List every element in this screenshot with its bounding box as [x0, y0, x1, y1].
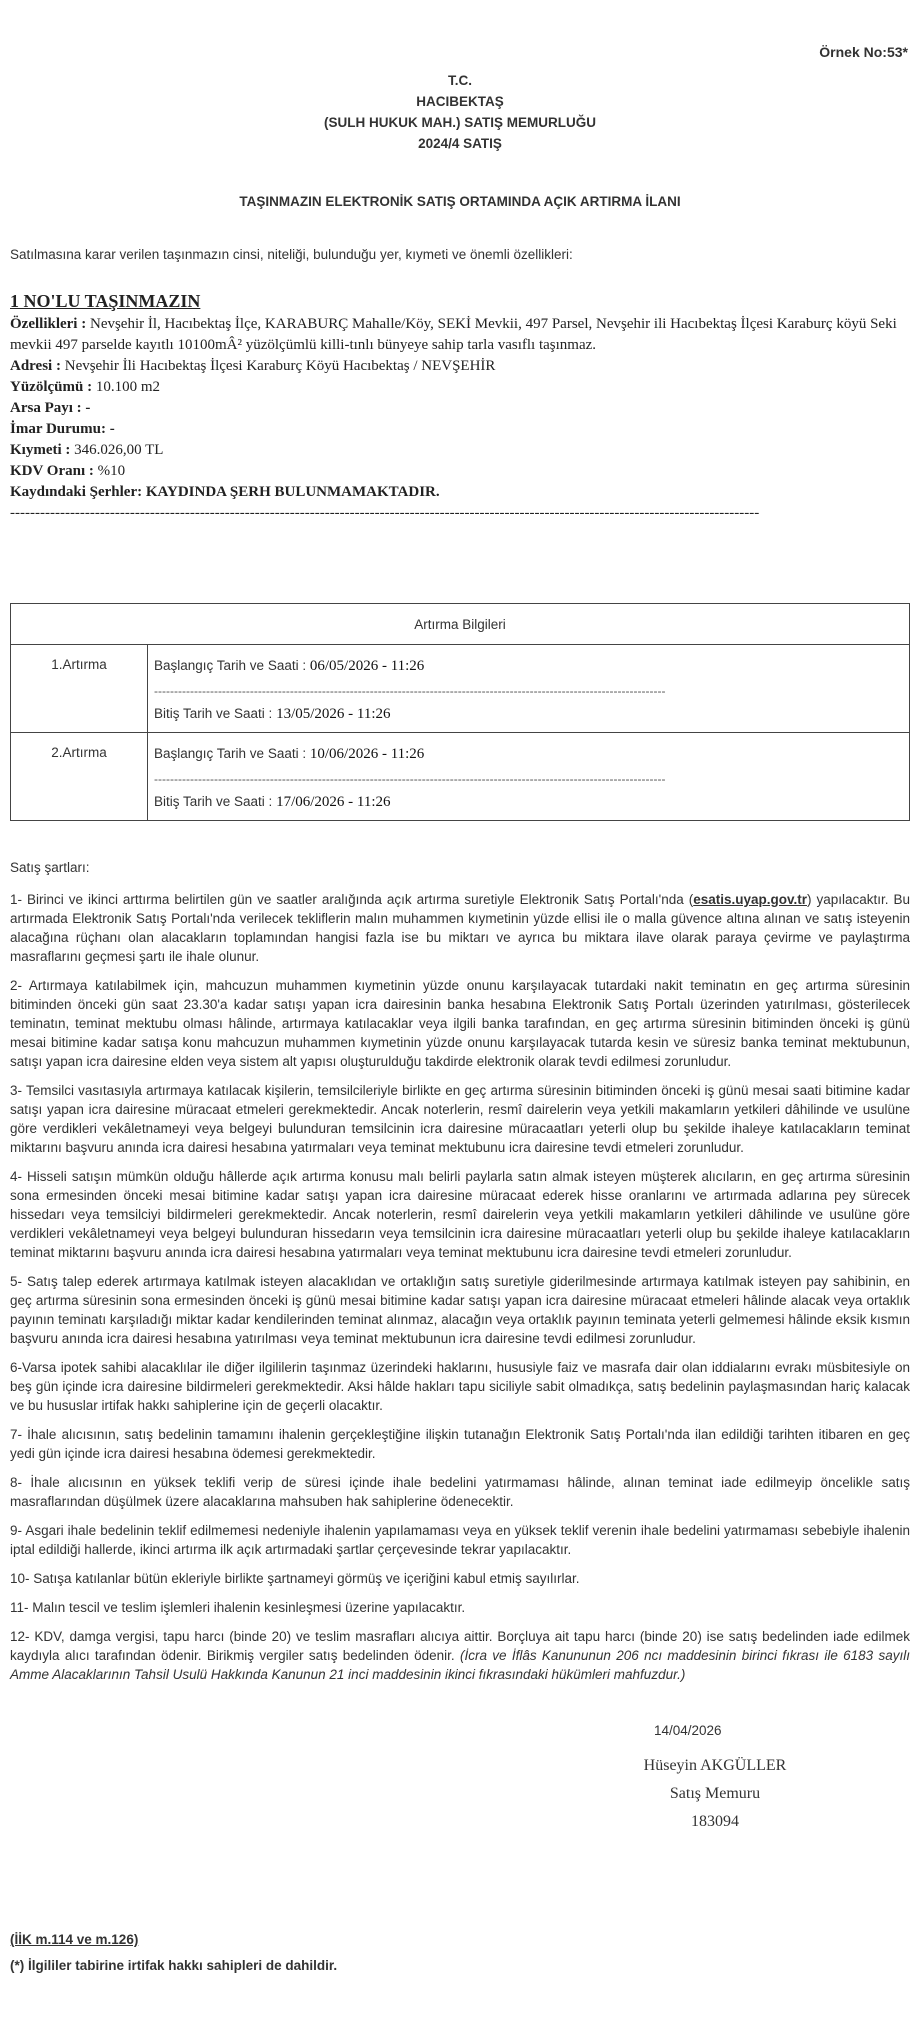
start-datetime: 10/06/2026 - 11:26 [309, 746, 425, 762]
start-date-line [154, 742, 903, 766]
table-row [11, 645, 910, 733]
auction-round-dates [148, 733, 910, 821]
condition-1-text-a: 1- Birinci ve ikinci arttırma belirtilen gün ve saatler aralığında açık artırma suretiyle Elektronik Satış Portalı'nda ( [10, 892, 694, 907]
land-share-label: Arsa Payı : [10, 400, 82, 416]
condition-5: 5- Satış talep ederek artırmaya katılmak isteyen alacaklıdan ve ortaklığın satış suretiyle giderilmesinde artırmaya katılmak isteyen pay sahibinin, en geç artırma süresinin sona ermesinden önceki iş günü mesai bitimine kadar satışı yapan icra dairesine müracaat etmeleri hâlinde alacak veya ortaklık payının teminatı karşıladığı miktar kadar kendilerinden teminat alınmaz, alacağın veya ortaklık payının teminata yeterli gelmemesi hâlinde eksik kısmın başvuru anında icra dairesi hesabına yatırılması veya teminat mektubunun icra dairesine tevdi edilmesi zorunludur. [10, 1274, 910, 1346]
start-label: Başlangıç Tarih ve Saati : [154, 658, 307, 673]
sale-conditions [10, 858, 910, 1694]
header-line-file-number: 2024/4 SATIŞ [418, 136, 502, 151]
condition-2: 2- Artırmaya katılabilmek için, mahcuzun muhammen kıymetinin yüzde onunu karşılayacak tutardaki nakit teminatın en geç artırma süresinin bitiminden önceki gün saat 23.30'a kadar satışı yapan icra dairesinin banka hesabına Elektronik Satış Portalı üzerinden yatırılması, gösterilecek teminatın, teminat mektubu olması hâlinde, artırmaya katılacaklar veya ilgili banka tarafından, en geç artırma süresinin bitiminden önceki iş günü mesai bitimine kadar satışa konu mahcuzun muhammen kıymetinin yüzde onunu karşılayacak tutarda kesin ve süresiz banka teminat mektubunun, satışı yapan icra dairesine elden veya sistem alt yapısı oluşturulduğu takdirde elektronik olarak tevdi edilmesi zorunludur. [10, 978, 910, 1069]
end-label: Bitiş Tarih ve Saati : [154, 794, 273, 809]
area-value: 10.100 m2 [95, 379, 161, 395]
property-address [10, 356, 910, 377]
annotations-label: Kaydındaki Şerhler: [10, 484, 143, 500]
condition-8: 8- İhale alıcısının en yüksek teklifi verip de süresi içinde ihale bedelini yatırmaması hâlinde, alınan teminat iade edilmeyip öncelikle satış masraflarından düşülmek üzere alacaklarına mahsuben hak sahiplerine ödenecektir. [10, 1475, 910, 1509]
auction-round-label: 2.Artırma [11, 733, 148, 821]
property-annotations [10, 482, 910, 503]
row-separator-dashes: -------------------------------------------------------------------------------------------------------------------------------- [154, 684, 666, 698]
auction-info-table [10, 603, 910, 821]
vat-label: KDV Oranı : [10, 463, 94, 479]
condition-7: 7- İhale alıcısının, satış bedelinin tamamını ihalenin gerçekleştiğine ilişkin tutanağın Elektronik Satış Portalı'nda ilan edildiği tarihten itibaren en geç yedi gün içinde icra dairesi hesabına ödemesi gerekmektedir. [10, 1427, 910, 1461]
document-header [0, 70, 920, 154]
auction-table-header: Artırma Bilgileri [11, 604, 910, 645]
header-line-country: T.C. [447, 73, 472, 88]
end-date-line [154, 702, 903, 726]
end-date-line [154, 790, 903, 814]
condition-12-legal-note: (İcra ve İflâs Kanununun 206 ncı maddesinin birinci fıkrası ile 6183 sayılı Amme Alacaklarının Tahsil Usulü Hakkında Kanunun 21 inci maddesinin ikinci fıkrasındaki hükümleri mahfuzdur.) [10, 1648, 910, 1682]
law-reference-text: (İİK m.114 ve m.126) [10, 1932, 139, 1947]
address-value: Nevşehir İli Hacıbektaş İlçesi Karaburç Köyü Hacıbektaş / NEVŞEHİR [64, 358, 496, 374]
table-row [11, 733, 910, 821]
signatory-name: Hüseyin AKGÜLLER [643, 1757, 787, 1774]
property-value [10, 440, 910, 461]
auction-round-dates [148, 645, 910, 733]
features-value: Nevşehir İl, Hacıbektaş İlçe, KARABURÇ Mahalle/Köy, SEKİ Mevkii, 497 Parsel, Nevşehir ili Hacıbektaş İlçesi Karaburç köyü Seki mevkii 497 parselde kayıtlı 10100mÂ² yüzölçümlü killi-tınlı bünyeye sahip tarla vasıflı taşınmaz. [10, 316, 897, 353]
signature-date: 14/04/2026 [654, 1723, 722, 1738]
law-reference [10, 1932, 138, 1947]
signatory-role: Satış Memuru [669, 1785, 761, 1802]
signatory-number: 183094 [691, 1813, 739, 1830]
condition-4: 4- Hisseli satışın mümkün olduğu hâllerde açık artırma konusu malı belirli paylarla satın almak isteyen müşterek alıcıların, en geç artırma süresinin sona ermesinden önceki mesai bitimine kadar satışı yapan icra dairesine müracaat ederek hisse oranlarını ve artırmada adlarına pey sürecek hissedarı veya temsilciyi bildirmeleri gerekmektedir. Ancak noterlerin, resmî dairelerin veya yetkili makamların yetkileri dâhilinde ve usulüne göre verdikleri vekâletnameyi veya belgeyi bulunduran hissedarın veya temsilcinin icra dairesine müracaatları yeterli olup bu şekilde ihaleye katılacakların teminat miktarını başvuru anında icra dairesi hesabına yatırmaları veya teminat mektubunu icra dairesine tevdi etmeleri zorunludur. [10, 1169, 910, 1260]
zoning-value: - [109, 421, 115, 437]
land-share-value: - [85, 400, 91, 416]
property-vat [10, 461, 910, 482]
property-area [10, 377, 910, 398]
auction-round-label: 1.Artırma [11, 645, 148, 733]
footnote: (*) İlgililer tabirine irtifak hakkı sahipleri de dahildir. [10, 1958, 338, 1973]
property-features [10, 314, 910, 356]
header-line-district: HACIBEKTAŞ [416, 94, 504, 109]
condition-1-text-b: ) yapılacaktır. Bu artırmada Elektronik Satış Portalı'nda verilecek tekliflerin malın muhammen kıymetinin yüzde ellisi ile o malla güvence altına alınan ve satış isteyenin alacağına rüçhanı olan alacakların toplamından hangisi fazla ise bu miktarı ve ayrıca bu miktara ilave olarak paraya çevirme ve paylaştırma masraflarını geçmesi şartı ile ihale olunur. [10, 892, 910, 964]
separator-dashes: ------------------------------------------------------------------------------------------------------------------------------------------------------ [10, 505, 760, 521]
features-label: Özellikleri : [10, 316, 87, 332]
sample-number: Örnek No:53* [819, 44, 908, 60]
signature-block [600, 1752, 830, 1836]
start-date-line [154, 654, 903, 678]
start-datetime: 06/05/2026 - 11:26 [309, 658, 425, 674]
condition-9: 9- Asgari ihale bedelinin teklif edilmemesi nedeniyle ihalenin yapılamaması veya en yüksek teklif verenin ihale bedelini yatırmaması sebebiyle ihalenin iptal edildiği hallerde, ikinci artırma ilk açık artırmadaki şartlar çerçevesinde tekrar yapılacaktır. [10, 1523, 910, 1557]
intro-text: Satılmasına karar verilen taşınmazın cinsi, niteliği, bulunduğu yer, kıymeti ve önemli özellikleri: [10, 247, 573, 262]
property-land-share [10, 398, 910, 419]
conditions-heading: Satış şartları: [10, 860, 90, 875]
property-title: 1 NO'LU TAŞINMAZIN [10, 291, 201, 311]
end-datetime: 13/05/2026 - 11:26 [276, 706, 391, 722]
row-separator-dashes: -------------------------------------------------------------------------------------------------------------------------------- [154, 772, 666, 786]
condition-3: 3- Temsilci vasıtasıyla artırmaya katılacak kişilerin, temsilcileriyle birlikte en geç artırma süresinin bitiminden önceki iş günü mesai saati bitimine kadar satışı yapan icra dairesine müracaat etmeleri gerekmektedir. Ancak noterlerin, resmî dairelerin veya yetkili makamların yetkileri dâhilinde ve usulüne göre verdikleri vekâletnameyi veya belgeyi bulunduran temsilcinin icra dairesine müracaatları yeterli olup bu şekilde ihaleye katılacakların teminat miktarını başvuru anında icra dairesi hesabına yatırmaları veya teminat mektubunu icra dairesine tevdi etmeleri zorunludur. [10, 1083, 910, 1155]
end-datetime: 17/06/2026 - 11:26 [276, 794, 391, 810]
start-label: Başlangıç Tarih ve Saati : [154, 746, 307, 761]
condition-12-text: 12- KDV, damga vergisi, tapu harcı (binde 20) ve teslim masrafları alıcıya aittir. Borçluya ait tapu harcı (binde 20) ise satış bedelinden iade edilmek kaydıyla alıcı tarafından ödenir. Birikmiş vergiler satış bedelinden ödenir. [10, 1629, 910, 1663]
vat-value: %10 [97, 463, 126, 479]
zoning-label: İmar Durumu: [10, 421, 106, 437]
condition-10: 10- Satışa katılanlar bütün ekleriyle birlikte şartnameyi görmüş ve içeriğini kabul etmiş sayılırlar. [10, 1571, 580, 1586]
end-label: Bitiş Tarih ve Saati : [154, 706, 273, 721]
condition-1 [10, 890, 910, 966]
address-label: Adresi : [10, 358, 61, 374]
property-section [10, 290, 910, 524]
condition-11: 11- Malın tescil ve teslim işlemleri ihalenin kesinleşmesi üzerine yapılacaktır. [10, 1600, 466, 1615]
property-zoning [10, 419, 910, 440]
announcement-title: TAŞINMAZIN ELEKTRONİK SATIŞ ORTAMINDA AÇIK ARTIRMA İLANI [239, 194, 681, 209]
condition-12 [10, 1627, 910, 1684]
area-label: Yüzölçümü : [10, 379, 93, 395]
value-amount: 346.026,00 TL [74, 442, 164, 458]
annotations-value: KAYDINDA ŞERH BULUNMAMAKTADIR. [145, 484, 440, 500]
header-line-office: (SULH HUKUK MAH.) SATIŞ MEMURLUĞU [324, 115, 596, 130]
value-label: Kıymeti : [10, 442, 71, 458]
condition-6: 6-Varsa ipotek sahibi alacaklılar ile diğer ilgililerin taşınmaz üzerindeki haklarını, hususiyle faiz ve masrafa dair olan iddialarını evrakı müsbitesiyle on beş gün içinde icra dairesine bildirmeleri gerekmektedir. Aksi hâlde hakları tapu siciliyle sabit olmadıkça, satış bedelinin paylaşmasından hariç kalacak ve bu hususlar irtifak hakkı sahiplerine için de geçerli olacaktır. [10, 1360, 910, 1413]
esatis-link[interactable]: esatis.uyap.gov.tr [693, 892, 807, 907]
